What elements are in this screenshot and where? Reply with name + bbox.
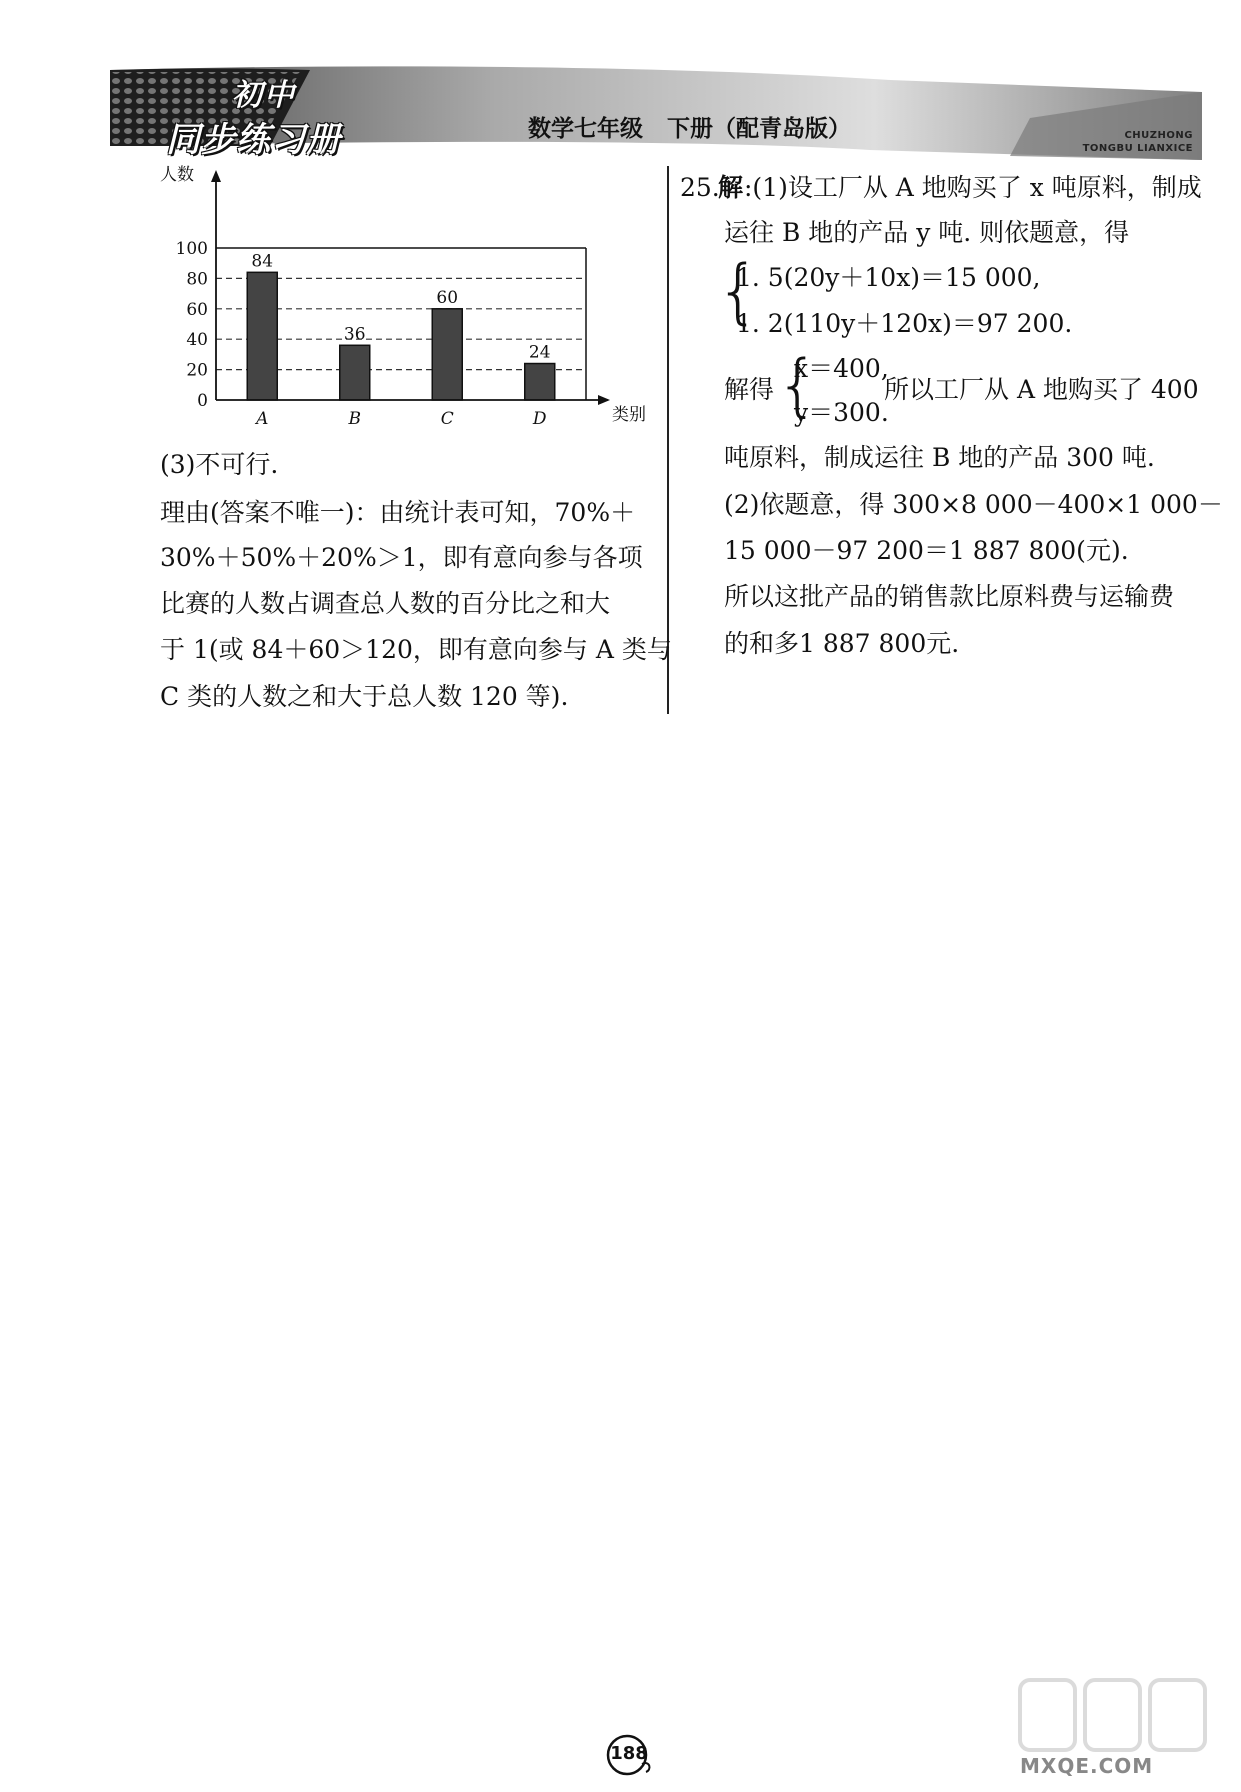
- logo-line1: 初中: [232, 78, 296, 113]
- reason-line-5: C 类的人数之和大于总人数 120 等).: [160, 682, 569, 711]
- solution-y: y＝300.: [794, 398, 889, 427]
- equation-1: 1. 5(20y＋10x)＝15 000,: [736, 263, 1041, 292]
- data-label-B: 36: [343, 324, 366, 345]
- pinyin-line2: TONGBU LIANXICE: [1082, 143, 1193, 154]
- data-label-A: 84: [251, 251, 274, 272]
- x-tick-label-C: C: [440, 409, 454, 429]
- y-axis-arrow: [211, 170, 221, 182]
- y-tick-label-80: 80: [186, 269, 208, 290]
- solution-brace: {: [776, 346, 820, 425]
- equation-brace: {: [716, 250, 761, 332]
- bar-C: [432, 309, 462, 400]
- reason-line-3: 比赛的人数占调查总人数的百分比之和大: [160, 589, 611, 618]
- solution-line-after: 吨原料，制成运往 B 地的产品 300 吨.: [724, 443, 1155, 472]
- conclusion-line-2: 的和多1 887 800元.: [724, 629, 960, 658]
- bar-chart: [150, 160, 650, 440]
- x-tick-label-A: A: [256, 409, 269, 429]
- y-tick-label-20: 20: [186, 360, 208, 381]
- reason-line-2: 30%＋50%＋20%＞1，即有意向参与各项: [160, 543, 643, 572]
- logo-line2: 同步练习册: [166, 120, 341, 160]
- conclusion-line-1: 所以这批产品的销售款比原料费与运输费: [724, 582, 1175, 611]
- data-label-D: 24: [528, 342, 551, 363]
- y-tick-label-100: 100: [175, 239, 208, 259]
- x-tick-label-B: B: [348, 409, 361, 429]
- x-tick-label-D: D: [532, 409, 547, 429]
- pinyin-line1: CHUZHONG: [1124, 130, 1193, 141]
- solution-line-1: :(1)设工厂从 A 地购买了 x 吨原料，制成: [744, 173, 1202, 202]
- part2-line-1: (2)依题意，得 300×8 000－400×1 000－: [724, 490, 1223, 519]
- solution-x: x＝400,: [794, 354, 889, 383]
- x-axis-label: 类别: [612, 405, 646, 425]
- solve-label: 解: [718, 173, 744, 202]
- book-title: 数学七年级 下册（配青岛版）: [528, 115, 852, 142]
- watermark-text: MXQE.COM: [1020, 1754, 1154, 1778]
- reason-line-1: 理由(答案不唯一)：由统计表可知，70%＋: [160, 498, 636, 527]
- question-number: 25.: [680, 173, 720, 202]
- part2-line-2: 15 000－97 200＝1 887 800(元).: [724, 536, 1129, 565]
- bar-A: [247, 272, 277, 400]
- bar-B: [340, 345, 370, 400]
- solve-word: 解得: [724, 375, 775, 404]
- bar-D: [525, 364, 555, 400]
- data-label-C: 60: [436, 287, 459, 308]
- y-tick-label-0: 0: [197, 391, 208, 411]
- y-axis-label: 人数: [160, 165, 194, 185]
- y-tick-label-40: 40: [186, 330, 208, 351]
- part3-text: (3)不可行.: [160, 450, 279, 479]
- page-number: 188: [610, 1743, 648, 1764]
- y-tick-label-60: 60: [186, 299, 208, 320]
- chart-labels: [160, 165, 646, 429]
- column-divider: [667, 166, 669, 714]
- equation-2: 1. 2(110y＋120x)＝97 200.: [736, 309, 1073, 338]
- chart-bars: [247, 272, 555, 400]
- solution-tail: 所以工厂从 A 地购买了 400: [884, 375, 1199, 404]
- solution-line-2: 运往 B 地的产品 y 吨. 则依题意，得: [724, 218, 1130, 247]
- reason-line-4: 于 1(或 84＋60＞120，即有意向参与 A 类与: [160, 635, 672, 664]
- x-axis-arrow: [598, 395, 610, 405]
